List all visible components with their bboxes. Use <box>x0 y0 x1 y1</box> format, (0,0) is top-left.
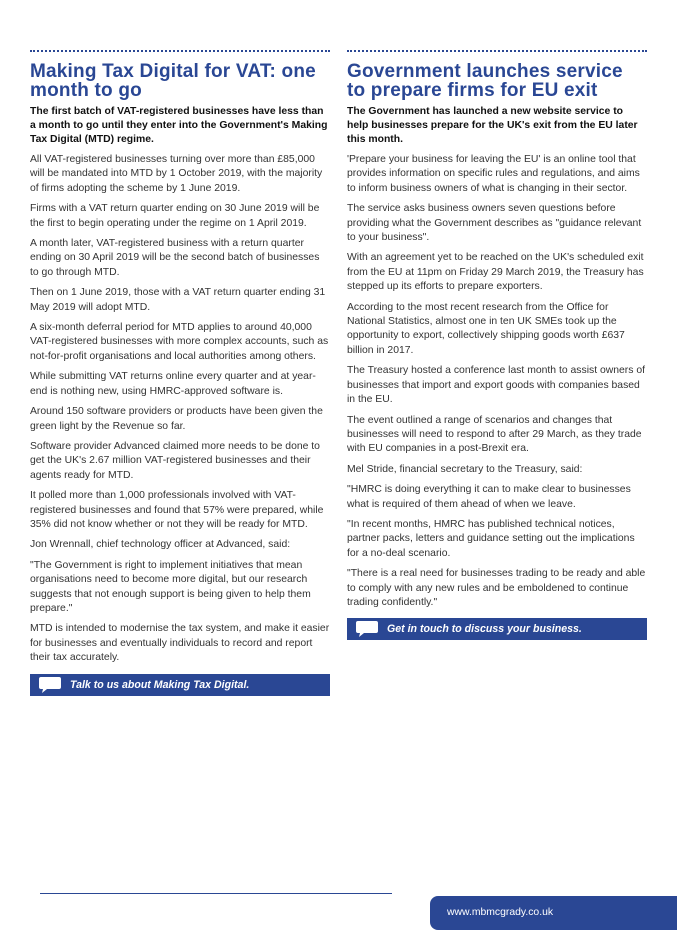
left-paragraph: Then on 1 June 2019, those with a VAT return quarter ending 31 May 2019 will adopt MTD. <box>30 287 326 313</box>
get-in-touch-button[interactable] <box>347 618 647 640</box>
right-paragraph: The event outlined a range of scenarios and changes that businesses will need to respond to after 29 March, as they trade with EU companies in a post-Brexit era. <box>347 414 642 455</box>
right-article <box>347 50 647 640</box>
left-article-lead: The first batch of VAT-registered businesses have less than a month to go until they enter into the Government's Making Tax Digital (MTD) regime. <box>30 106 328 145</box>
right-article-title <box>347 62 647 100</box>
speech-bubble-icon <box>355 620 379 638</box>
right-article-lead: The Government has launched a new website service to help businesses prepare for the UK's exit from the EU later this month. <box>347 106 638 145</box>
right-paragraph: "HMRC is doing everything it can to make clear to businesses what is required of them ahead of when we leave. <box>347 484 631 510</box>
right-paragraph: With an agreement yet to be reached on the UK's scheduled exit from the EU at 11pm on Friday 29 March 2019, the Treasury has stepped up its efforts to prepare exporters. <box>347 252 644 293</box>
left-article <box>30 50 330 696</box>
right-title-line-2: to prepare firms for EU exit <box>347 80 598 101</box>
left-paragraph: All VAT-registered businesses turning over more than £85,000 will be mandated into MTD by 1 October 2019, with the majority of firms adopting the scheme by 1 June 2019. <box>30 154 323 194</box>
left-paragraph: "The Government is right to implement initiatives that mean organisations need to become more digital, but our research suggests that not enough support is being given to help them prepare." <box>30 559 311 614</box>
left-paragraph: Around 150 software providers or products have been given the green light by the Revenue so far. <box>30 406 323 432</box>
speech-bubble-icon <box>38 676 62 694</box>
left-article-title <box>30 62 330 100</box>
right-paragraph: "There is a real need for businesses trading to be ready and able to comply with any new rules and be emboldened to continue trading confidently." <box>347 568 646 608</box>
left-paragraph: A month later, VAT-registered business with a return quarter ending on 30 April 2019 will be the second batch of businesses to go through MTD. <box>30 238 320 278</box>
left-paragraph: A six-month deferral period for MTD applies to around 40,000 VAT-registered businesses with more complex accounts, such as not-for-profit organisations and local authorities among others. <box>30 322 329 362</box>
right-paragraph: Mel Stride, financial secretary to the Treasury, said: <box>347 463 583 475</box>
website-link[interactable]: www.mbmcgrady.co.uk <box>430 896 677 930</box>
left-paragraph: Jon Wrennall, chief technology officer at Advanced, said: <box>30 539 291 551</box>
left-title-line-2: month to go <box>30 80 142 101</box>
left-title-line-1: Making Tax Digital for VAT: one <box>30 61 316 82</box>
right-paragraph: The service asks business owners seven questions before providing what the Government describes as "guidance relevant to your business". <box>347 203 642 244</box>
right-paragraph: According to the most recent research from the Office for National Statistics, almost one in ten UK SMEs took up the opportunity to export, collectively shipping goods worth £637 billion in 2017. <box>347 301 625 356</box>
footer-divider <box>40 893 392 894</box>
left-paragraph: While submitting VAT returns online every quarter and at year-end is nothing new, using HMRC-approved software is. <box>30 371 316 397</box>
left-paragraph: It polled more than 1,000 professionals involved with VAT-registered businesses and found that 57% were prepared, while 35% did not know whether or not they will be ready for MTD. <box>30 490 324 530</box>
get-in-touch-label: Get in touch to discuss your business. <box>387 623 582 636</box>
left-paragraph: MTD is intended to modernise the tax system, and make it easier for businesses and eventually individuals to record and report their tax accurately. <box>30 623 330 664</box>
right-paragraph: The Treasury hosted a conference last month to assist owners of businesses that import and export goods with companies based in the EU. <box>347 365 646 406</box>
right-paragraph: "In recent months, HMRC has published technical notices, partner packs, letters and guidance setting out the implications for a no-deal scenario. <box>347 518 635 559</box>
right-title-line-1: Government launches service <box>347 61 623 82</box>
right-paragraph: 'Prepare your business for leaving the EU' is an online tool that provides information on specific rules and regulations, and aims to inform business owners of what is changing in their sector. <box>347 154 640 194</box>
left-paragraph: Firms with a VAT return quarter ending on 30 June 2019 will be the first to begin operating under the regime on 1 April 2019. <box>30 203 320 229</box>
dotted-divider <box>347 50 647 52</box>
dotted-divider <box>30 50 330 52</box>
talk-to-us-label: Talk to us about Making Tax Digital. <box>70 678 250 691</box>
talk-to-us-button[interactable] <box>30 674 330 696</box>
left-paragraph: Software provider Advanced claimed more needs to be done to get the UK's 2.67 million VAT-registered businesses and their agents ready for MTD. <box>30 440 320 481</box>
